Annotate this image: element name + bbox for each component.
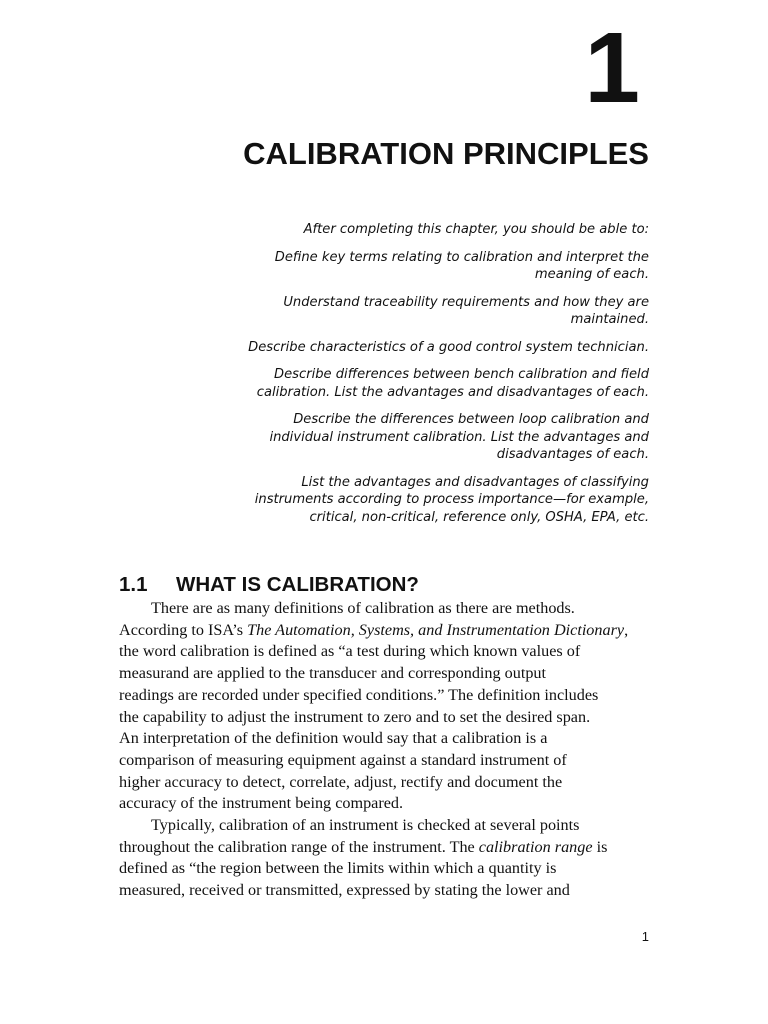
body-text-run: is: [592, 837, 608, 856]
objective-item: [209, 294, 649, 329]
body-text: [119, 598, 649, 902]
objective-line: instruments according to process importance—for example,: [254, 492, 649, 507]
objective-line: Describe differences between bench calibration and field: [274, 367, 649, 382]
objective-line: Describe the differences between loop calibration and: [293, 412, 649, 427]
page-number: 1: [641, 929, 649, 944]
body-line: the capability to adjust the instrument to zero and to set the desired span.: [119, 707, 591, 726]
objective-item: [209, 411, 649, 464]
objective-line: maintained.: [570, 312, 649, 327]
chapter-number: 1: [584, 12, 638, 124]
dictionary-title: The Automation, Systems, and Instrumentation Dictionary: [247, 620, 625, 639]
body-text-run: ,: [624, 620, 629, 639]
body-line: readings are recorded under specified conditions.” The definition includes: [119, 685, 599, 704]
body-line: There are as many definitions of calibration as there are methods.: [151, 599, 575, 617]
objective-line: individual instrument calibration. List the advantages and: [269, 429, 649, 445]
objective-line: meaning of each.: [534, 267, 649, 282]
body-text-run: According to ISA’s: [119, 620, 248, 639]
objective-line: critical, non-critical, reference only, OSHA, EPA, etc.: [309, 509, 649, 525]
section-number: 1.1: [119, 573, 148, 596]
chapter-title: CALIBRATION PRINCIPLES: [243, 136, 649, 171]
objective-line: calibration. List the advantages and disadvantages of each.: [256, 384, 649, 400]
body-line: defined as “the region between the limits within which a quantity is: [119, 859, 557, 878]
objective-line: disadvantages of each.: [496, 447, 649, 462]
objective-line: Describe characteristics of a good control system technician.: [248, 339, 649, 355]
objective-item: [209, 249, 649, 284]
body-line: [119, 620, 649, 642]
section-heading: [119, 572, 419, 598]
body-text-run: throughout the calibration range of the instrument. The: [119, 837, 479, 856]
body-line: comparison of measuring equipment against a standard instrument of: [119, 750, 567, 769]
body-line: An interpretation of the definition would say that a calibration is a: [119, 729, 548, 748]
objective-item: [209, 474, 649, 527]
chapter-objectives: [209, 221, 649, 536]
objective-item: [209, 366, 649, 401]
body-line: accuracy of the instrument being compared.: [119, 794, 404, 813]
body-line: measurand are applied to the transducer and corresponding output: [119, 664, 547, 683]
body-line: Typically, calibration of an instrument is checked at several points: [151, 816, 580, 835]
objective-item: [209, 339, 649, 357]
term-calibration-range: calibration range: [478, 837, 593, 856]
body-line: the word calibration is defined as “a test during which known values of: [119, 642, 581, 661]
objective-line: Define key terms relating to calibration and interpret the: [274, 249, 649, 265]
objectives-intro: [209, 221, 649, 239]
objective-line: Understand traceability requirements and how they are: [283, 294, 649, 310]
objectives-intro-text: After completing this chapter, you should be able to:: [303, 222, 649, 237]
body-line: [119, 837, 649, 859]
objective-line: List the advantages and disadvantages of classifying: [301, 474, 649, 490]
body-line: higher accuracy to detect, correlate, adjust, rectify and document the: [119, 772, 563, 791]
body-line: measured, received or transmitted, expressed by stating the lower and: [119, 881, 570, 900]
section-title: WHAT IS CALIBRATION?: [176, 573, 419, 596]
